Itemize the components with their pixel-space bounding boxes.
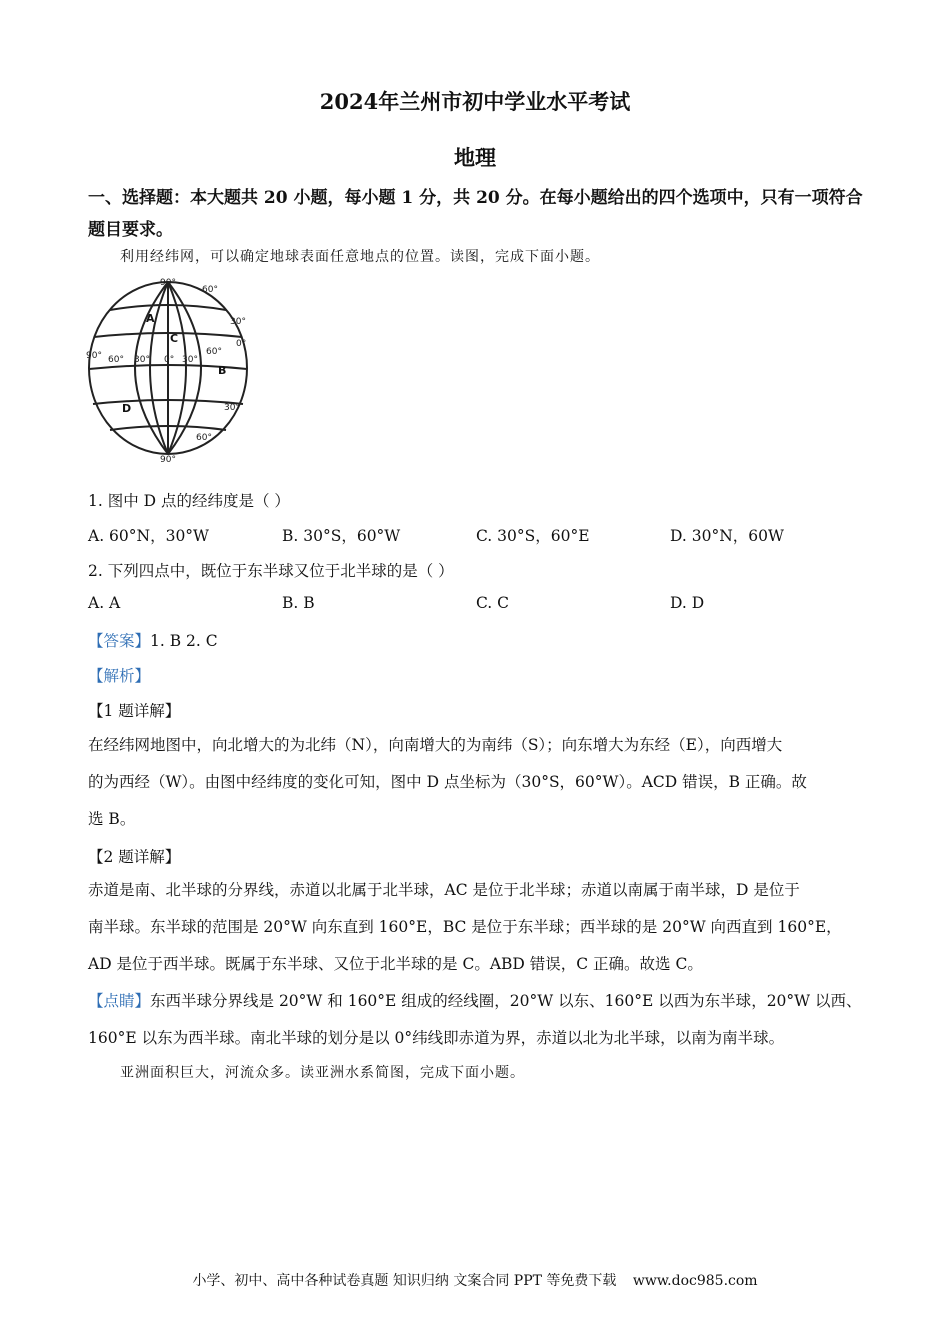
answer-line [88, 629, 218, 651]
label-90w: 90° [86, 351, 102, 361]
q2-option-a[interactable]: A. A [88, 594, 121, 612]
detail-2-line: 赤道是南、北半球的分界线，赤道以北属于北半球，AC 是位于北半球；赤道以南属于南半球，D 是位于 [88, 881, 800, 899]
q2-option-d[interactable]: D. D [670, 594, 705, 612]
meridian-e2 [168, 282, 201, 454]
answer-label: 【答案】 [88, 632, 151, 650]
subject-title: 地理 [454, 145, 496, 170]
footer-text: 小学、初中、高中各种试卷真题 知识归纳 文案合同 PPT 等免费下载 [192, 1273, 617, 1289]
detail-1-title: 【1 题详解】 [88, 702, 181, 720]
page-footer [0, 1270, 950, 1290]
point-c-label: C [170, 332, 179, 345]
detail-2-line: 南半球。东半球的范围是 20°W 向东直到 160°E，BC 是位于东半球；西半球的是 20°W 向西直到 160°E， [88, 918, 842, 936]
page-title: 2024年兰州市初中学业水平考试 [319, 89, 631, 114]
tip-line-2: 160°E 以东为西半球。南北半球的划分是以 0°纬线即赤道为界，赤道以北为北半球，以南为南半球。 [88, 1029, 785, 1047]
label-30w: 30° [134, 355, 150, 365]
q2-option-b[interactable]: B. B [282, 594, 315, 612]
q1-option-d[interactable]: D. 30°N，60W [670, 527, 784, 545]
intro-text: 利用经纬网，可以确定地球表面任意地点的位置。读图，完成下面小题。 [120, 249, 600, 265]
detail-1-line: 的为西经（W）。由图中经纬度的变化可知，图中 D 点坐标为（30°S，60°W）。ACD 错误，B 正确。故 [88, 773, 807, 791]
label-60e: 60° [206, 347, 222, 357]
q1-option-a[interactable]: A. 60°N，30°W [88, 527, 209, 545]
question-2: 2. 下列四点中，既位于东半球又位于北半球的是（ ） [88, 562, 454, 580]
meridian-e1 [168, 282, 186, 454]
answer-text: 1. B 2. C [150, 632, 218, 650]
detail-2-line: AD 是位于西半球。既属于东半球、又位于北半球的是 C。ABD 错误，C 正确。故选 C。 [88, 955, 703, 973]
label-60n: 60° [202, 285, 218, 295]
label-90n: 90° [160, 278, 176, 288]
analysis-label: 【解析】 [88, 667, 151, 685]
question-1: 1. 图中 D 点的经纬度是（ ） [88, 492, 290, 510]
q1-option-b[interactable]: B. 30°S，60°W [282, 527, 401, 545]
footer-link[interactable]: www.doc985.com [632, 1273, 758, 1289]
meridian-w2 [135, 282, 168, 454]
q1-option-c[interactable]: C. 30°S，60°E [476, 527, 590, 545]
detail-1-line: 在经纬网地图中，向北增大的为北纬（N），向南增大的为南纬（S）；向东增大为东经（E），向西增大 [88, 736, 783, 754]
detail-1-line: 选 B。 [88, 810, 136, 828]
label-30e: 30° [182, 355, 198, 365]
detail-2-title: 【2 题详解】 [88, 848, 181, 866]
graticule-globe-svg [84, 274, 264, 466]
section-heading: 一、选择题：本大题共 20 小题，每小题 1 分，共 20 分。在每小题给出的四个选项中，只有一项符合题目要求。 [88, 188, 863, 240]
tip-label: 【点睛】 [88, 992, 151, 1010]
point-d-label: D [122, 402, 132, 415]
tip-block [88, 983, 868, 1057]
q2-option-c[interactable]: C. C [476, 594, 510, 612]
point-a-label: A [146, 312, 155, 325]
intro-text-2: 亚洲面积巨大，河流众多。读亚洲水系简图，完成下面小题。 [120, 1065, 525, 1081]
tip-line [88, 983, 868, 1020]
tip-line-1: 东西半球分界线是 20°W 和 160°E 组成的经线圈，20°W 以东、160°E 以西为东半球，20°W 以西、 [150, 992, 862, 1010]
detail-1-body [88, 727, 868, 838]
label-30s: 30° [224, 403, 240, 413]
label-60w: 60° [108, 355, 124, 365]
detail-2-body [88, 872, 868, 983]
label-30n: 30° [230, 317, 246, 327]
graticule-figure [84, 274, 264, 466]
label-0-meridian: 0° [164, 355, 175, 365]
label-0-eq: 0° [236, 339, 247, 349]
label-90s: 90° [160, 455, 176, 465]
meridian-w1 [150, 282, 168, 454]
point-b-label: B [218, 364, 227, 377]
label-60s: 60° [196, 433, 212, 443]
